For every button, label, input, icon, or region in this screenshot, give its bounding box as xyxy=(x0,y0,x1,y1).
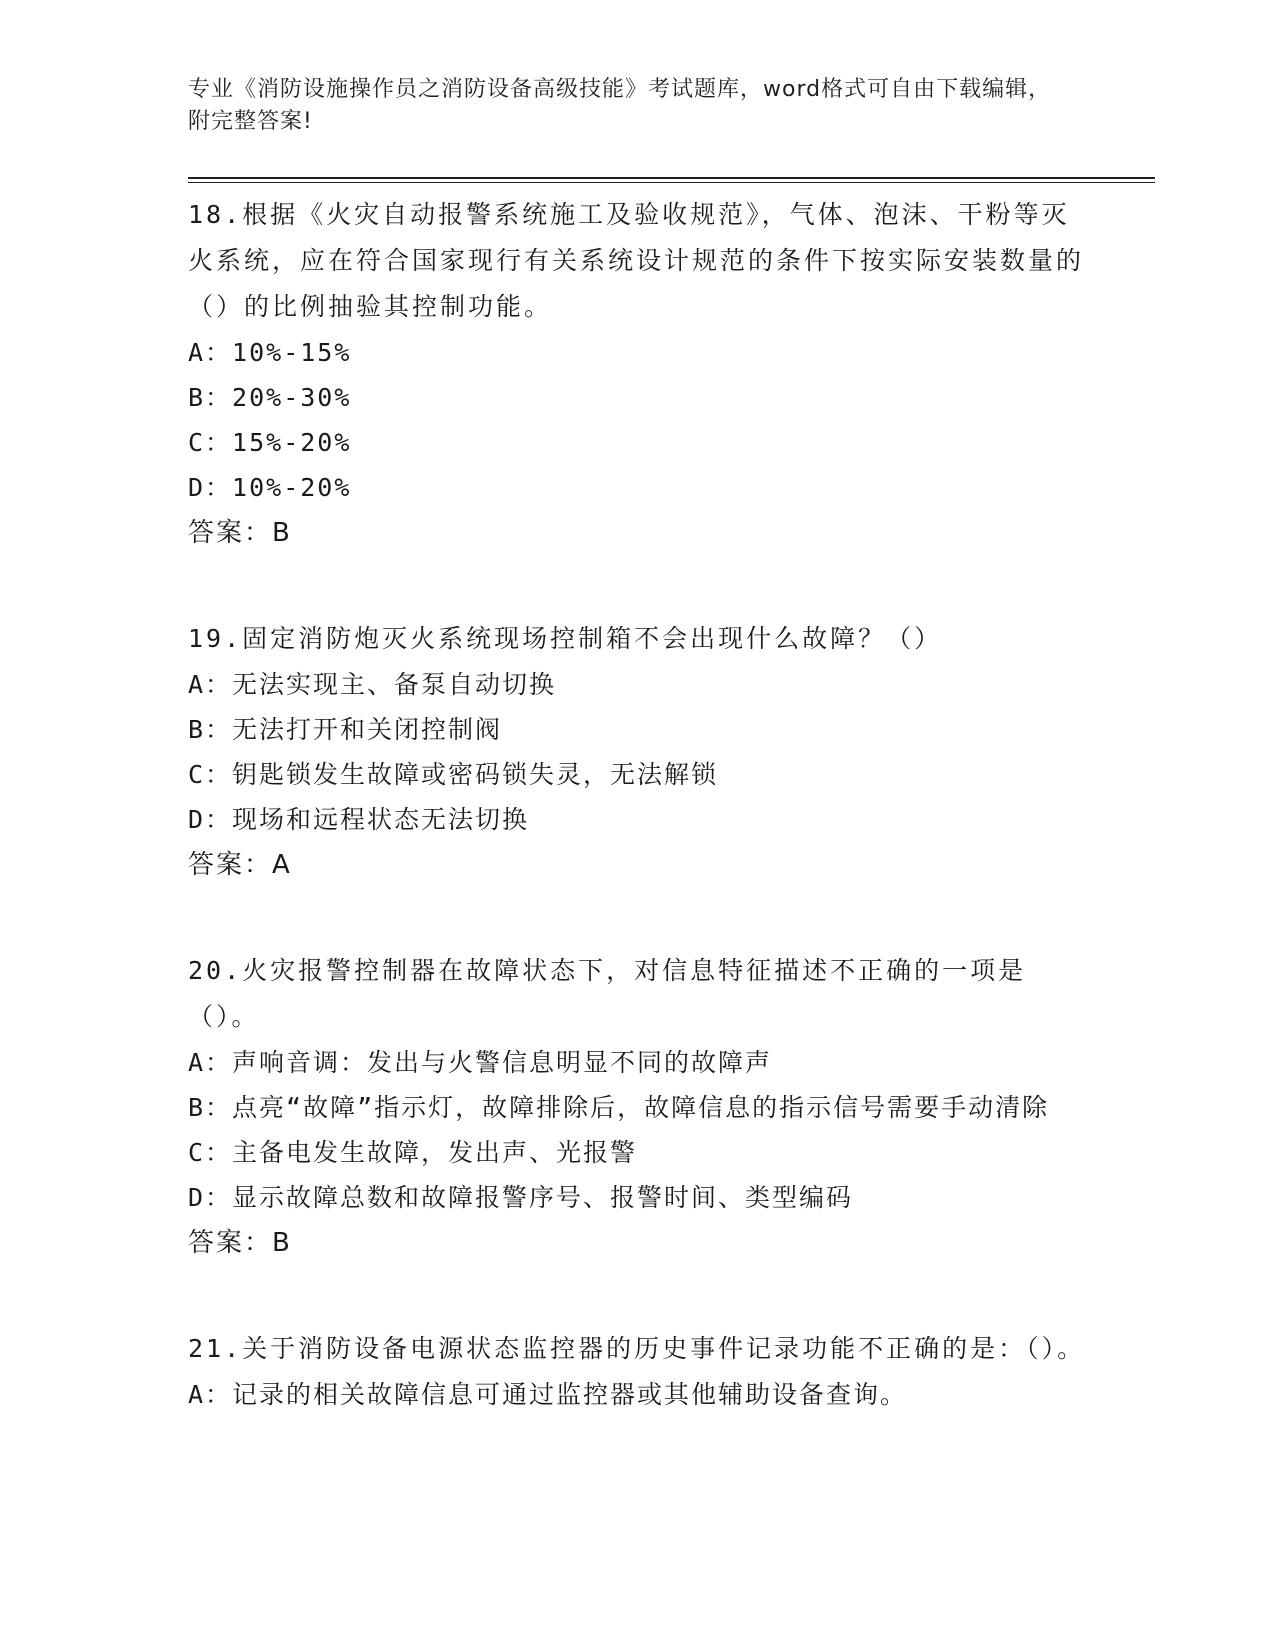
option-a: A：记录的相关故障信息可通过监控器或其他辅助设备查询。 xyxy=(188,1380,908,1409)
option-b: B：无法打开和关闭控制阀 xyxy=(188,715,503,744)
option-c: C：15%-20% xyxy=(188,428,352,457)
question-20 xyxy=(188,944,1088,1266)
option-a: A：无法实现主、备泵自动切换 xyxy=(188,670,557,699)
header-divider-thick xyxy=(188,177,1155,179)
option-a: A：声响音调：发出与火警信息明显不同的故障声 xyxy=(188,1048,773,1077)
answer-label: 答案：A xyxy=(188,850,292,880)
option-c: C：钥匙锁发生故障或密码锁失灵，无法解锁 xyxy=(188,760,719,789)
option-d: D：现场和远程状态无法切换 xyxy=(188,805,530,834)
question-list xyxy=(188,188,1088,1417)
option-a: A：10%-15% xyxy=(188,338,352,367)
question-19 xyxy=(188,612,1088,888)
question-stem: 19.固定消防炮灭火系统现场控制箱不会出现什么故障？（） xyxy=(188,624,943,653)
option-b: B：点亮“故障”指示灯，故障排除后，故障信息的指示信号需要手动清除 xyxy=(188,1093,1050,1122)
answer-label: 答案：B xyxy=(188,518,292,548)
answer-label: 答案：B xyxy=(188,1228,292,1258)
document-header: 专业《消防设施操作员之消防设备高级技能》考试题库，word格式可自由下载编辑，附完整答案! xyxy=(188,77,1052,134)
option-c: C：主备电发生故障，发出声、光报警 xyxy=(188,1138,638,1167)
question-stem: 21.关于消防设备电源状态监控器的历史事件记录功能不正确的是：（）。 xyxy=(188,1334,1086,1363)
header-divider-thin xyxy=(188,182,1155,183)
option-d: D：10%-20% xyxy=(188,473,352,502)
question-stem: 20.火灾报警控制器在故障状态下，对信息特征描述不正确的一项是（）。 xyxy=(188,956,1027,1031)
question-18 xyxy=(188,188,1088,556)
question-21 xyxy=(188,1322,1088,1417)
option-b: B：20%-30% xyxy=(188,383,352,412)
question-stem: 18.根据《火灾自动报警系统施工及验收规范》，气体、泡沫、干粉等灭火系统，应在符合国家现行有关系统设计规范的条件下按实际安装数量的（）的比例抽验其控制功能。 xyxy=(188,200,1085,321)
option-d: D：显示故障总数和故障报警序号、报警时间、类型编码 xyxy=(188,1183,854,1212)
